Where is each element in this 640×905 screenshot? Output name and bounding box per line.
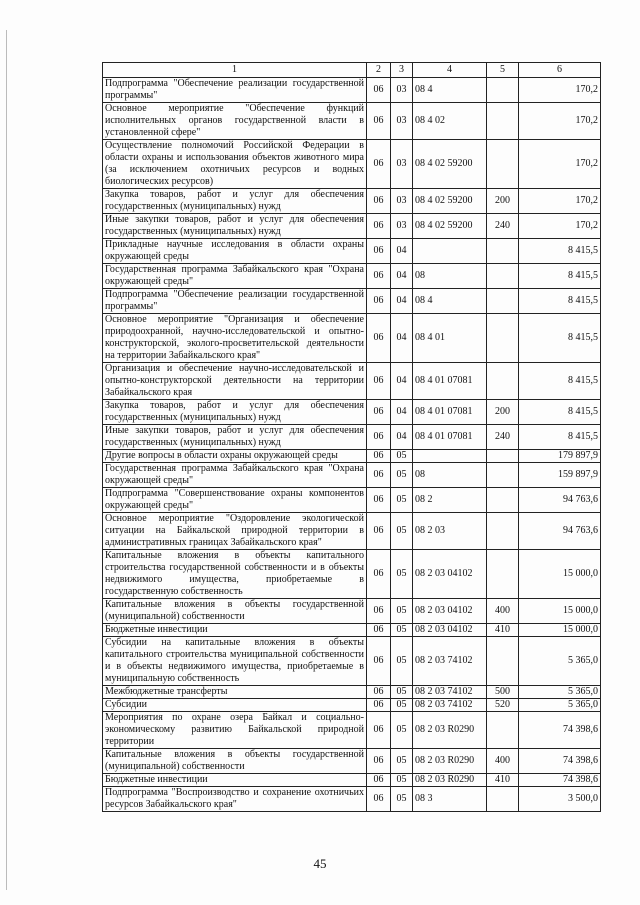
table-row	[103, 78, 601, 103]
target-article-cell	[413, 239, 487, 264]
target-article-cell: 08 4 02 59200	[413, 189, 487, 214]
section-code-cell: 06	[367, 189, 391, 214]
row-name-cell: Основное мероприятие "Организация и обеспечение природоохранной, научно-исследовательской и опытно-конструкторской, эколого-просветительской деятельности на территории Забайкальского края"	[103, 314, 367, 363]
section-code-cell: 06	[367, 314, 391, 363]
section-code-cell: 06	[367, 103, 391, 140]
table-row	[103, 264, 601, 289]
subsection-code-cell: 05	[391, 699, 413, 712]
subsection-code-cell: 05	[391, 712, 413, 749]
subsection-code-cell: 05	[391, 637, 413, 686]
row-name-cell: Другие вопросы в области охраны окружающей среды	[103, 450, 367, 463]
section-code-cell: 06	[367, 425, 391, 450]
table-row	[103, 140, 601, 189]
expense-type-cell: 410	[487, 774, 519, 787]
table-row	[103, 787, 601, 812]
expense-type-cell	[487, 314, 519, 363]
expense-type-cell	[487, 289, 519, 314]
row-name-cell: Подпрограмма "Обеспечение реализации государственной программы"	[103, 78, 367, 103]
row-name-cell: Подпрограмма "Совершенствование охраны компонентов окружающей среды"	[103, 488, 367, 513]
target-article-cell: 08 2 03 74102	[413, 686, 487, 699]
table-row	[103, 488, 601, 513]
expense-type-cell	[487, 239, 519, 264]
table-row	[103, 189, 601, 214]
amount-cell: 74 398,6	[519, 712, 601, 749]
subsection-code-cell: 05	[391, 749, 413, 774]
expense-type-cell	[487, 450, 519, 463]
scan-edge-line	[6, 30, 7, 890]
amount-cell: 15 000,0	[519, 550, 601, 599]
table-row	[103, 637, 601, 686]
section-code-cell: 06	[367, 624, 391, 637]
subsection-code-cell: 04	[391, 289, 413, 314]
row-name-cell: Бюджетные инвестиции	[103, 624, 367, 637]
target-article-cell: 08 2 03 04102	[413, 624, 487, 637]
subsection-code-cell: 03	[391, 140, 413, 189]
expense-type-cell	[487, 78, 519, 103]
subsection-code-cell: 05	[391, 686, 413, 699]
amount-cell: 5 365,0	[519, 637, 601, 686]
row-name-cell: Закупка товаров, работ и услуг для обеспечения государственных (муниципальных) нужд	[103, 189, 367, 214]
subsection-code-cell: 05	[391, 550, 413, 599]
subsection-code-cell: 05	[391, 787, 413, 812]
section-code-cell: 06	[367, 289, 391, 314]
table-header-row	[103, 63, 601, 78]
section-code-cell: 06	[367, 787, 391, 812]
section-code-cell: 06	[367, 264, 391, 289]
subsection-code-cell: 05	[391, 599, 413, 624]
amount-cell: 5 365,0	[519, 699, 601, 712]
row-name-cell: Закупка товаров, работ и услуг для обеспечения государственных (муниципальных) нужд	[103, 400, 367, 425]
expense-type-cell: 500	[487, 686, 519, 699]
table-row	[103, 712, 601, 749]
subsection-code-cell: 04	[391, 425, 413, 450]
section-code-cell: 06	[367, 637, 391, 686]
section-code-cell: 06	[367, 78, 391, 103]
expense-type-cell	[487, 513, 519, 550]
amount-cell: 170,2	[519, 140, 601, 189]
amount-cell: 94 763,6	[519, 513, 601, 550]
amount-cell: 8 415,5	[519, 289, 601, 314]
target-article-cell: 08 2 03 R0290	[413, 749, 487, 774]
row-name-cell: Подпрограмма "Воспроизводство и сохранение охотничьих ресурсов Забайкальского края"	[103, 787, 367, 812]
table-row	[103, 400, 601, 425]
section-code-cell: 06	[367, 239, 391, 264]
subsection-code-cell: 04	[391, 314, 413, 363]
section-code-cell: 06	[367, 488, 391, 513]
target-article-cell: 08 4 01	[413, 314, 487, 363]
subsection-code-cell: 03	[391, 103, 413, 140]
amount-cell: 15 000,0	[519, 599, 601, 624]
header-col-3: 3	[391, 63, 413, 78]
amount-cell: 179 897,9	[519, 450, 601, 463]
page-number: 45	[313, 856, 327, 871]
row-name-cell: Прикладные научные исследования в области охраны окружающей среды	[103, 239, 367, 264]
table-row	[103, 239, 601, 264]
table-row	[103, 450, 601, 463]
section-code-cell: 06	[367, 712, 391, 749]
row-name-cell: Основное мероприятие "Оздоровление экологической ситуации на Байкальской природной территории в административных границах Забайкальского края"	[103, 513, 367, 550]
target-article-cell: 08 2	[413, 488, 487, 513]
subsection-code-cell: 04	[391, 363, 413, 400]
target-article-cell: 08 2 03 04102	[413, 599, 487, 624]
subsection-code-cell: 03	[391, 214, 413, 239]
row-name-cell: Мероприятия по охране озера Байкал и социально-экономическому развитию Байкальской природной территории	[103, 712, 367, 749]
expense-type-cell	[487, 463, 519, 488]
budget-table	[102, 62, 601, 812]
expense-type-cell	[487, 103, 519, 140]
table-row	[103, 686, 601, 699]
expense-type-cell	[487, 550, 519, 599]
amount-cell: 5 365,0	[519, 686, 601, 699]
section-code-cell: 06	[367, 400, 391, 425]
amount-cell: 74 398,6	[519, 749, 601, 774]
amount-cell: 170,2	[519, 189, 601, 214]
table-row	[103, 463, 601, 488]
row-name-cell: Субсидии на капитальные вложения в объекты капитального строительства муниципальной собственности и в объекты недвижимого имущества, приобретаемые в муниципальную собственность	[103, 637, 367, 686]
target-article-cell: 08 2 03 04102	[413, 550, 487, 599]
expense-type-cell	[487, 637, 519, 686]
amount-cell: 8 415,5	[519, 400, 601, 425]
row-name-cell: Осуществление полномочий Российской Федерации в области охраны и использования объектов животного мира (за исключением охотничьих ресурсов и водных биологических ресурсов)	[103, 140, 367, 189]
table-row	[103, 774, 601, 787]
target-article-cell: 08 2 03 74102	[413, 637, 487, 686]
table-row	[103, 425, 601, 450]
target-article-cell: 08 2 03 R0290	[413, 712, 487, 749]
expense-type-cell: 200	[487, 400, 519, 425]
row-name-cell: Иные закупки товаров, работ и услуг для обеспечения государственных (муниципальных) нужд	[103, 214, 367, 239]
row-name-cell: Субсидии	[103, 699, 367, 712]
header-col-5: 5	[487, 63, 519, 78]
row-name-cell: Государственная программа Забайкальского края "Охрана окружающей среды"	[103, 463, 367, 488]
subsection-code-cell: 04	[391, 239, 413, 264]
expense-type-cell: 410	[487, 624, 519, 637]
section-code-cell: 06	[367, 463, 391, 488]
amount-cell: 15 000,0	[519, 624, 601, 637]
expense-type-cell	[487, 488, 519, 513]
subsection-code-cell: 05	[391, 774, 413, 787]
section-code-cell: 06	[367, 749, 391, 774]
table-row	[103, 749, 601, 774]
amount-cell: 94 763,6	[519, 488, 601, 513]
table-row	[103, 214, 601, 239]
amount-cell: 8 415,5	[519, 314, 601, 363]
row-name-cell: Бюджетные инвестиции	[103, 774, 367, 787]
row-name-cell: Межбюджетные трансферты	[103, 686, 367, 699]
expense-type-cell	[487, 712, 519, 749]
amount-cell: 170,2	[519, 103, 601, 140]
subsection-code-cell: 05	[391, 488, 413, 513]
amount-cell: 8 415,5	[519, 363, 601, 400]
amount-cell: 8 415,5	[519, 425, 601, 450]
table-row	[103, 624, 601, 637]
amount-cell: 159 897,9	[519, 463, 601, 488]
table-row	[103, 699, 601, 712]
target-article-cell: 08 4 01 07081	[413, 363, 487, 400]
amount-cell: 170,2	[519, 214, 601, 239]
target-article-cell: 08 4	[413, 289, 487, 314]
expense-type-cell: 240	[487, 214, 519, 239]
expense-type-cell: 520	[487, 699, 519, 712]
section-code-cell: 06	[367, 140, 391, 189]
amount-cell: 170,2	[519, 78, 601, 103]
expense-type-cell	[487, 787, 519, 812]
section-code-cell: 06	[367, 686, 391, 699]
row-name-cell: Иные закупки товаров, работ и услуг для обеспечения государственных (муниципальных) нужд	[103, 425, 367, 450]
section-code-cell: 06	[367, 550, 391, 599]
table-row	[103, 599, 601, 624]
target-article-cell: 08 2 03 74102	[413, 699, 487, 712]
header-col-4: 4	[413, 63, 487, 78]
amount-cell: 3 500,0	[519, 787, 601, 812]
subsection-code-cell: 04	[391, 400, 413, 425]
table-row	[103, 289, 601, 314]
subsection-code-cell: 03	[391, 189, 413, 214]
target-article-cell: 08 2 03 R0290	[413, 774, 487, 787]
subsection-code-cell: 05	[391, 450, 413, 463]
table-row	[103, 314, 601, 363]
row-name-cell: Капитальные вложения в объекты капитального строительства государственной собственности и в объекты недвижимого имущества, приобретаемые в государственную собственность	[103, 550, 367, 599]
expense-type-cell: 200	[487, 189, 519, 214]
target-article-cell: 08 4	[413, 78, 487, 103]
row-name-cell: Организация и обеспечение научно-исследовательской и опытно-конструкторской деятельности на территории Забайкальского края	[103, 363, 367, 400]
section-code-cell: 06	[367, 699, 391, 712]
amount-cell: 74 398,6	[519, 774, 601, 787]
target-article-cell	[413, 450, 487, 463]
section-code-cell: 06	[367, 774, 391, 787]
table-row	[103, 103, 601, 140]
expense-type-cell: 400	[487, 599, 519, 624]
section-code-cell: 06	[367, 513, 391, 550]
target-article-cell: 08 4 01 07081	[413, 425, 487, 450]
subsection-code-cell: 05	[391, 463, 413, 488]
target-article-cell: 08	[413, 463, 487, 488]
target-article-cell: 08 4 01 07081	[413, 400, 487, 425]
subsection-code-cell: 05	[391, 624, 413, 637]
header-col-2: 2	[367, 63, 391, 78]
section-code-cell: 06	[367, 214, 391, 239]
table-row	[103, 363, 601, 400]
amount-cell: 8 415,5	[519, 264, 601, 289]
section-code-cell: 06	[367, 450, 391, 463]
table-body	[103, 78, 601, 812]
target-article-cell: 08 4 02	[413, 103, 487, 140]
row-name-cell: Капитальные вложения в объекты государственной (муниципальной) собственности	[103, 749, 367, 774]
target-article-cell: 08 4 02 59200	[413, 214, 487, 239]
expense-type-cell: 400	[487, 749, 519, 774]
expense-type-cell	[487, 140, 519, 189]
subsection-code-cell: 04	[391, 264, 413, 289]
row-name-cell: Основное мероприятие "Обеспечение функций исполнительных органов государственной власти в установленной сфере"	[103, 103, 367, 140]
header-col-1: 1	[103, 63, 367, 78]
row-name-cell: Государственная программа Забайкальского края "Охрана окружающей среды"	[103, 264, 367, 289]
table-row	[103, 550, 601, 599]
target-article-cell: 08 2 03	[413, 513, 487, 550]
target-article-cell: 08	[413, 264, 487, 289]
table-row	[103, 513, 601, 550]
section-code-cell: 06	[367, 363, 391, 400]
expense-type-cell	[487, 264, 519, 289]
subsection-code-cell: 05	[391, 513, 413, 550]
target-article-cell: 08 4 02 59200	[413, 140, 487, 189]
target-article-cell: 08 3	[413, 787, 487, 812]
subsection-code-cell: 03	[391, 78, 413, 103]
row-name-cell: Капитальные вложения в объекты государственной (муниципальной) собственности	[103, 599, 367, 624]
header-col-6: 6	[519, 63, 601, 78]
row-name-cell: Подпрограмма "Обеспечение реализации государственной программы"	[103, 289, 367, 314]
expense-type-cell	[487, 363, 519, 400]
section-code-cell: 06	[367, 599, 391, 624]
amount-cell: 8 415,5	[519, 239, 601, 264]
expense-type-cell: 240	[487, 425, 519, 450]
